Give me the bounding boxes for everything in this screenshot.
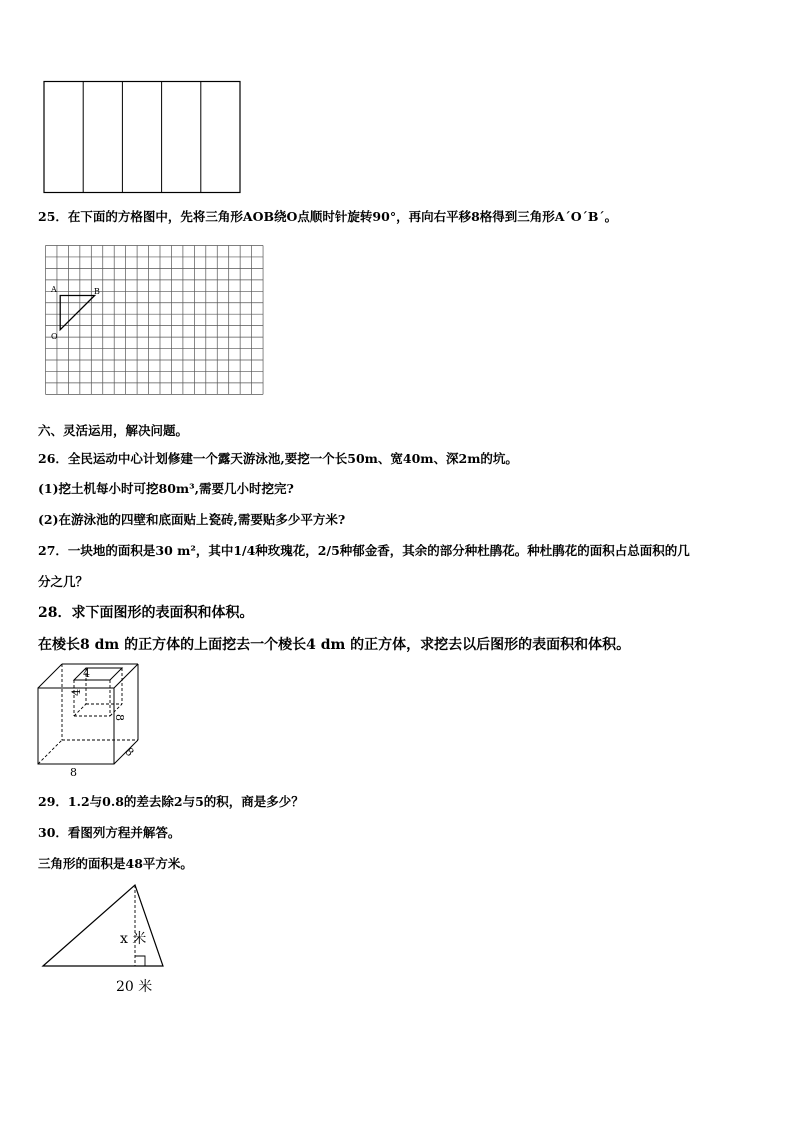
label-o: O <box>51 332 58 341</box>
label-right-8: 8 <box>113 714 126 721</box>
q26-sub2: (2)在游泳池的四壁和底面贴上瓷砖,需要贴多少平方米? <box>38 512 346 527</box>
label-b: B <box>94 287 100 296</box>
q28-desc: 在棱长8 dm 的正方体的上面挖去一个棱长4 dm 的正方体，求挖去以后图形的表面积和体积。 <box>38 637 631 653</box>
label-bottom-8: 8 <box>70 766 77 779</box>
triangle-aob <box>60 296 94 330</box>
q27-line2: 分之几？ <box>38 574 89 589</box>
label-depth-8: 8 <box>122 744 137 760</box>
q27-line1: 27．一块地的面积是30 m²，其中1/4种玫瑰花，2/5种郁金香，其余的部分种杜鹃花。种杜鹃花的面积占总面积的几 <box>38 543 690 558</box>
q28-cube-figure <box>30 660 150 780</box>
q30-triangle-figure <box>36 880 176 998</box>
q25-text: 25．在下面的方格图中，先将三角形AOB绕O点顺时针旋转90°，再向右平移8格得到三角形A´O´B´。 <box>38 209 618 224</box>
section6-title: 六、灵活运用，解决问题。 <box>38 423 189 438</box>
q30-text: 30．看图列方程并解答。 <box>38 825 181 840</box>
q29-text: 29．1.2与0.8的差去除2与5的积，商是多少？ <box>38 794 304 809</box>
q30-desc: 三角形的面积是48平方米。 <box>38 856 193 871</box>
five-column-rectangle <box>42 80 242 195</box>
q28-title: 28．求下面图形的表面积和体积。 <box>38 605 254 621</box>
label-a: A <box>51 285 57 294</box>
base-label: 20 米 <box>116 979 153 995</box>
q26-sub1: (1)挖土机每小时可挖80m³,需要几小时挖完? <box>38 481 294 496</box>
grid-lines <box>46 246 264 395</box>
label-side-4: 4 <box>70 689 83 696</box>
q26-text: 26．全民运动中心计划修建一个露天游泳池,要挖一个长50m、宽40m、深2m的坑。 <box>38 451 518 466</box>
label-top-4: 4 <box>83 667 90 680</box>
height-label: x 米 <box>120 931 147 947</box>
q25-grid-figure <box>44 244 270 400</box>
